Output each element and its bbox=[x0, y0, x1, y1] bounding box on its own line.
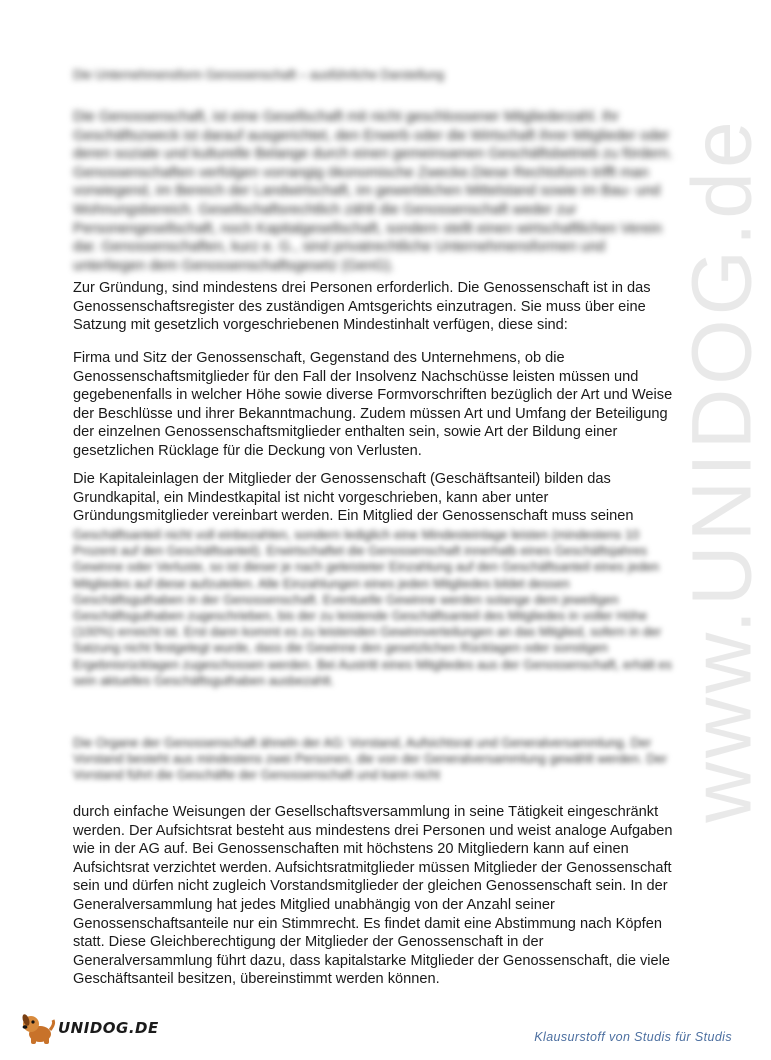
watermark: www.UNIDOG.de bbox=[674, 117, 769, 823]
paragraph-intro-blurred: Die Genossenschaft, ist eine Gesellschaft mit nicht geschlossener Mitgliederzahl. Ihr Geschäftszweck ist darauf ausgerichtet, den Erwerb oder die Wirtschaft ihrer Mitglieder oder deren soziale und kulturelle Belange durch einen gemeinsamen Geschäftsbetrieb zu fördern. Genossenschaften verfolgen vorrangig ökonomische Zwecke.Diese Rechtsform trifft man vorwiegend, im Bereich der Landwirtschaft, im gewerblichen Mittelstand sowie im Bau- und Wohnungsbereich. Gesellschaftsrechtlich zählt die Genossenschaft weder zur Personengesellschaft, noch Kapitalgesellschaft, sondern stellt einen wirtschaftlichen Verein dar. Genossenschaften, kurz e. G., sind privatrechtliche Unternehmensformen und unterliegen dem Genossenschaftsgesetz (GenG). bbox=[73, 109, 673, 274]
paragraph-organs-blurred: Die Organe der Genossenschaft ähneln der AG: Vorstand, Aufsichtsrat und Generalversammlung. Der Vorstand besteht aus mindestens zwei Personen, die von der Generalversammlung gewählt werden. Der Vorstand führt die Geschäfte der Genossenschaft und kann nicht bbox=[73, 735, 667, 783]
paragraph-founding: Zur Gründung, sind mindestens drei Personen erforderlich. Die Genossenschaft ist in das Genossenschaftsregister des zuständigen Amtsgerichts einzutragen. Sie muss über eine Satzung mit gesetzlich vorgeschriebenen Mindestinhalt verfügen, diese sind: bbox=[73, 280, 651, 334]
paragraph-organs-clear: durch einfache Weisungen der Gesellschaftsversammlung in seine Tätigkeit eingeschränkt werden. Der Aufsichtsrat besteht aus mindestens drei Personen und weist analoge Aufgaben wie in der AG auf. Bei Genossenschaften mit höchstens 20 Mitgliedern kann auf einen Aufsichtsrat verzichtet werden. Aufsichtsratmitglieder müssen Mitglieder der Genossenschaft sein und dürfen nicht zugleich Vorstandsmitglieder der gleichen Genossenschaft sein. In der Generalversammlung hat jedes Mitglied unabhängig von der Anzahl seiner Genossenschaftsanteile nur ein Stimmrecht. Es findet damit eine Abstimmung nach Köpfen statt. Diese Gleichberechtigung der Mitglieder der Genossenschaft in der Generalversammlung führt dazu, dass kapitalstarke Mitglieder der Genossenschaft, die viele Geschäftsanteil besitzen, übereinstimmt werden können. bbox=[73, 804, 673, 988]
footer-tagline: Klausurstoff von Studis für Studis bbox=[534, 1030, 732, 1044]
logo-text: UNIDOG.DE bbox=[58, 1019, 159, 1037]
paragraph-statute-contents: Firma und Sitz der Genossenschaft, Gegenstand des Unternehmens, ob die Genossenschaftsmitglieder für den Fall der Insolvenz Nachschüsse leisten müssen und gegebenenfalls in welcher Höhe sowie diverse Formvorschriften bezüglich der Art und Weise der Beschlüsse und ihrer Bekanntmachung. Zudem müssen Art und Umfang der Beteiligung der einzelnen Genossenschaftsmitglieder enthalten sein, sowie Art der Bildung einer gesetzlichen Rücklage für die Deckung von Verlusten. bbox=[73, 350, 673, 459]
dog-mascot-icon bbox=[20, 1010, 56, 1046]
paragraph-capital-clear: Die Kapitaleinlagen der Mitglieder der Genossenschaft (Geschäftsanteil) bilden das Grundkapital, ein Mindestkapital ist nicht vorgeschrieben, kann aber unter Gründungsmitglieder vereinbart werden. Ein Mitglied der Genossenschaft muss seinen bbox=[73, 471, 634, 525]
unidog-logo bbox=[20, 1010, 159, 1046]
document-heading: Die Unternehmensform Genossenschaft – ausführliche Darstellung bbox=[73, 68, 445, 82]
paragraph-capital-blurred: Geschäftsanteil nicht voll einbezahlen, sondern lediglich eine Mindesteinlage leisten (mindestens 10 Prozent auf den Geschäftsanteil). Erwirtschaftet die Genossenschaft innerhalb eines Geschäftsjahres Gewinne oder Verluste, so ist dieser je nach geleisteter Einzahlung auf den Geschäftsanteil eines jeden Mitgliedes auf diese aufzuteilen. Alle Einzahlungen eines jeden Mitgliedes bildet dessen Geschäftsguthaben in der Genossenschaft. Eventuelle Gewinne werden solange dem jeweiligen Geschäftsguthaben zugeschrieben, bis der zu leistende Geschäftsanteil des Mitgliedes in voller Höhe (100%) erreicht ist. Erst dann kommt es zu leistenden Gewinnverteilungen an das Mitglied, sofern in der Satzung nicht festgelegt wurde, dass die Gewinne den gesetzlichen Rücklagen oder sonstigen Ergebnisrücklagen zugeschossen werden. Bei Austritt eines Mitgliedes aus der Genossenschaft, erhält es sein aktuelles Geschäftsguthaben ausbezahlt. bbox=[73, 527, 672, 688]
